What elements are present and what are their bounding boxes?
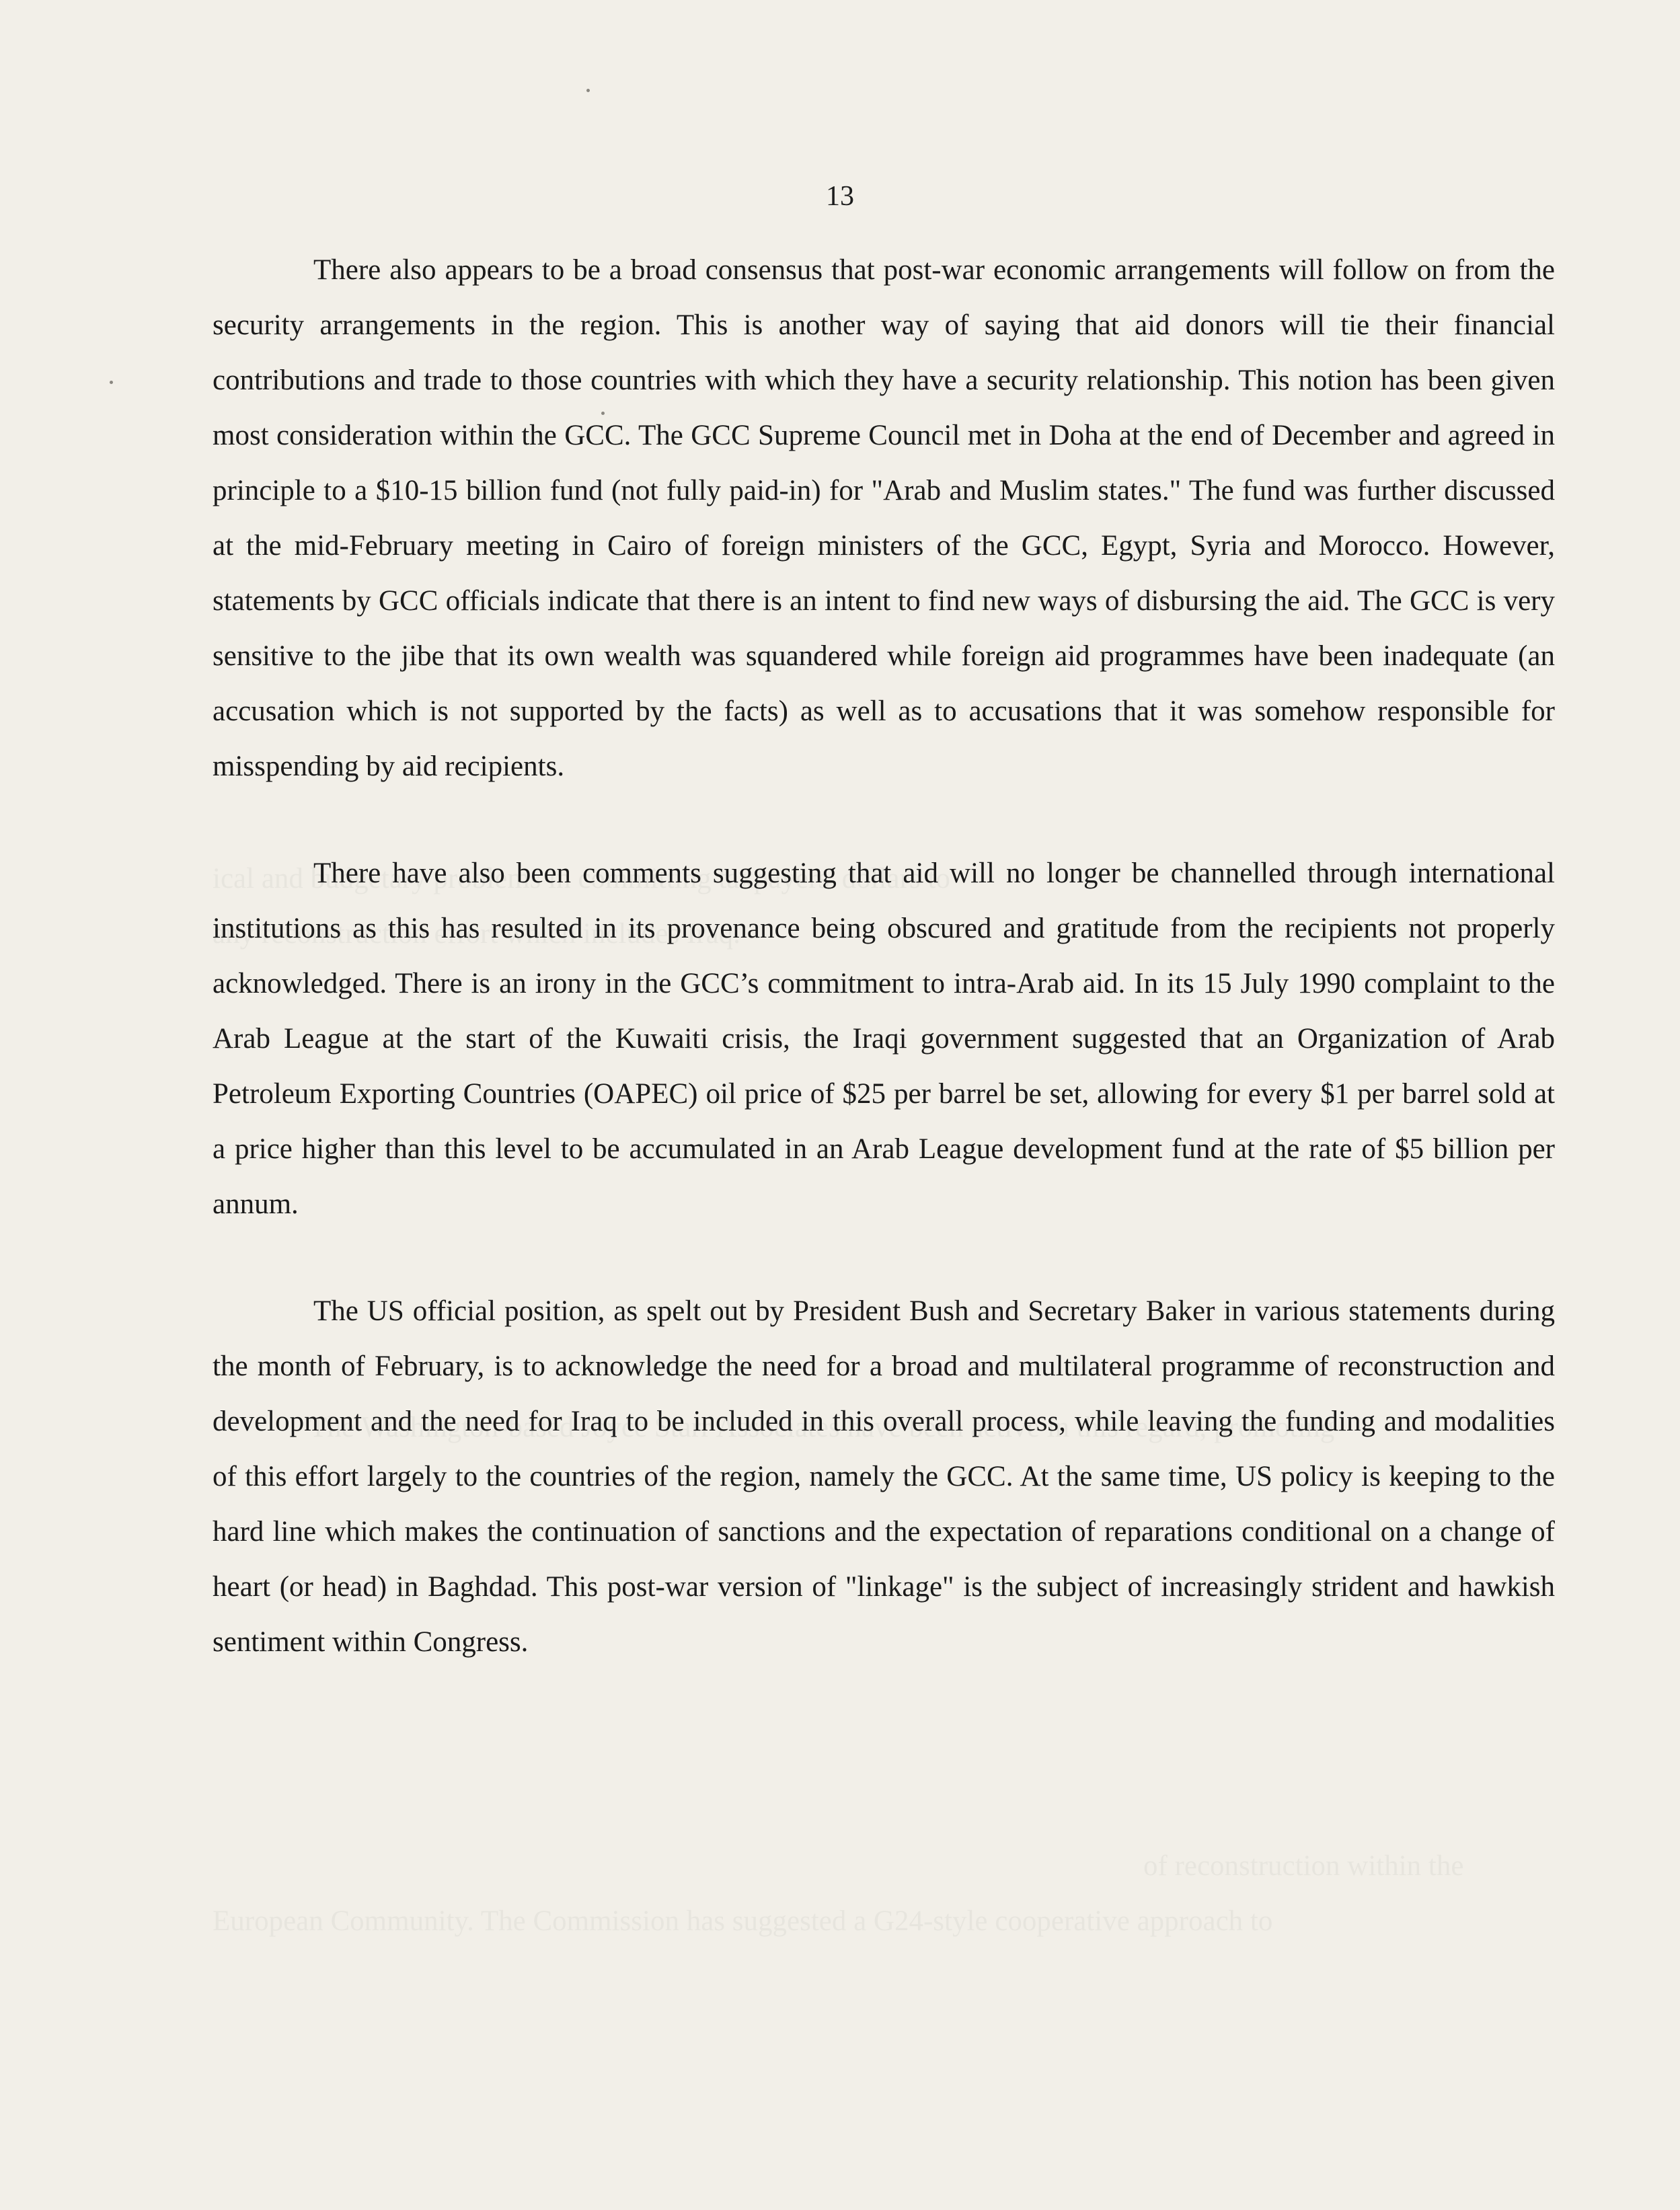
bleed-through-text — [213, 1905, 1272, 1938]
body-text — [213, 243, 1555, 1670]
paragraph-aid-channels: There have also been comments suggesting that aid will no longer be channelled through international institutions as this has resulted in its provenance being obscured and gratitude from the recipients not properly acknowledged. There is an irony in the GCC’s commitment to intra-Arab aid. In its 15 July 1990 complaint to the Arab League at the start of the Kuwaiti crisis, the Iraqi government suggested that an Organization of Arab Petroleum Exporting Countries (OAPEC) oil price of $25 per barrel be set, allowing for every $1 per barrel sold at a price higher than this level to be accumulated in an Arab League development fund at the rate of $5 billion per annum. — [213, 858, 1555, 1220]
paragraph-us-position: The US official position, as spelt out by President Bush and Secretary Baker in various statements during the month of February, is to acknowledge the need for a broad and multilateral programme of reconstruction and development and the need for Iraq to be included in this overall process, while leaving the funding and modalities of this effort largely to the countries of the region, namely the GCC. At the same time, US policy is keeping to the hard line which makes the continuation of sanctions and the expectation of reparations conditional on a change of heart (or head) in Baghdad. This post-war version of "linkage" is the subject of increasingly strident and hawkish sentiment within Congress. — [213, 1295, 1555, 1658]
paragraph-post-war-arrangements: There also appears to be a broad consensus that post-war economic arrangements will follow on from the security arrangements in the region. This is another way of saying that aid donors will tie their financial contributions and trade to those countries with which they have a security relationship. This notion has been given most consideration within the GCC. The GCC Supreme Council met in Doha at the end of December and agreed in principle to a $10-15 billion fund (not fully paid-in) for "Arab and Muslim states." The fund was further discussed at the mid-February meeting in Cairo of foreign ministers of the GCC, Egypt, Syria and Morocco. However, statements by GCC officials indicate that there is an intent to find new ways of disbursing the aid. The GCC is very sensitive to the jibe that its own wealth was squandered while foreign aid programmes have been inadequate (an accusation which is not supported by the facts) as well as to accusations that it was somehow responsible for misspending by aid recipients. — [213, 254, 1555, 782]
page-number: 13 — [826, 181, 854, 212]
bleed-through-text — [1143, 1850, 1463, 1882]
paper-speck — [110, 381, 113, 384]
paper-speck — [586, 89, 590, 92]
